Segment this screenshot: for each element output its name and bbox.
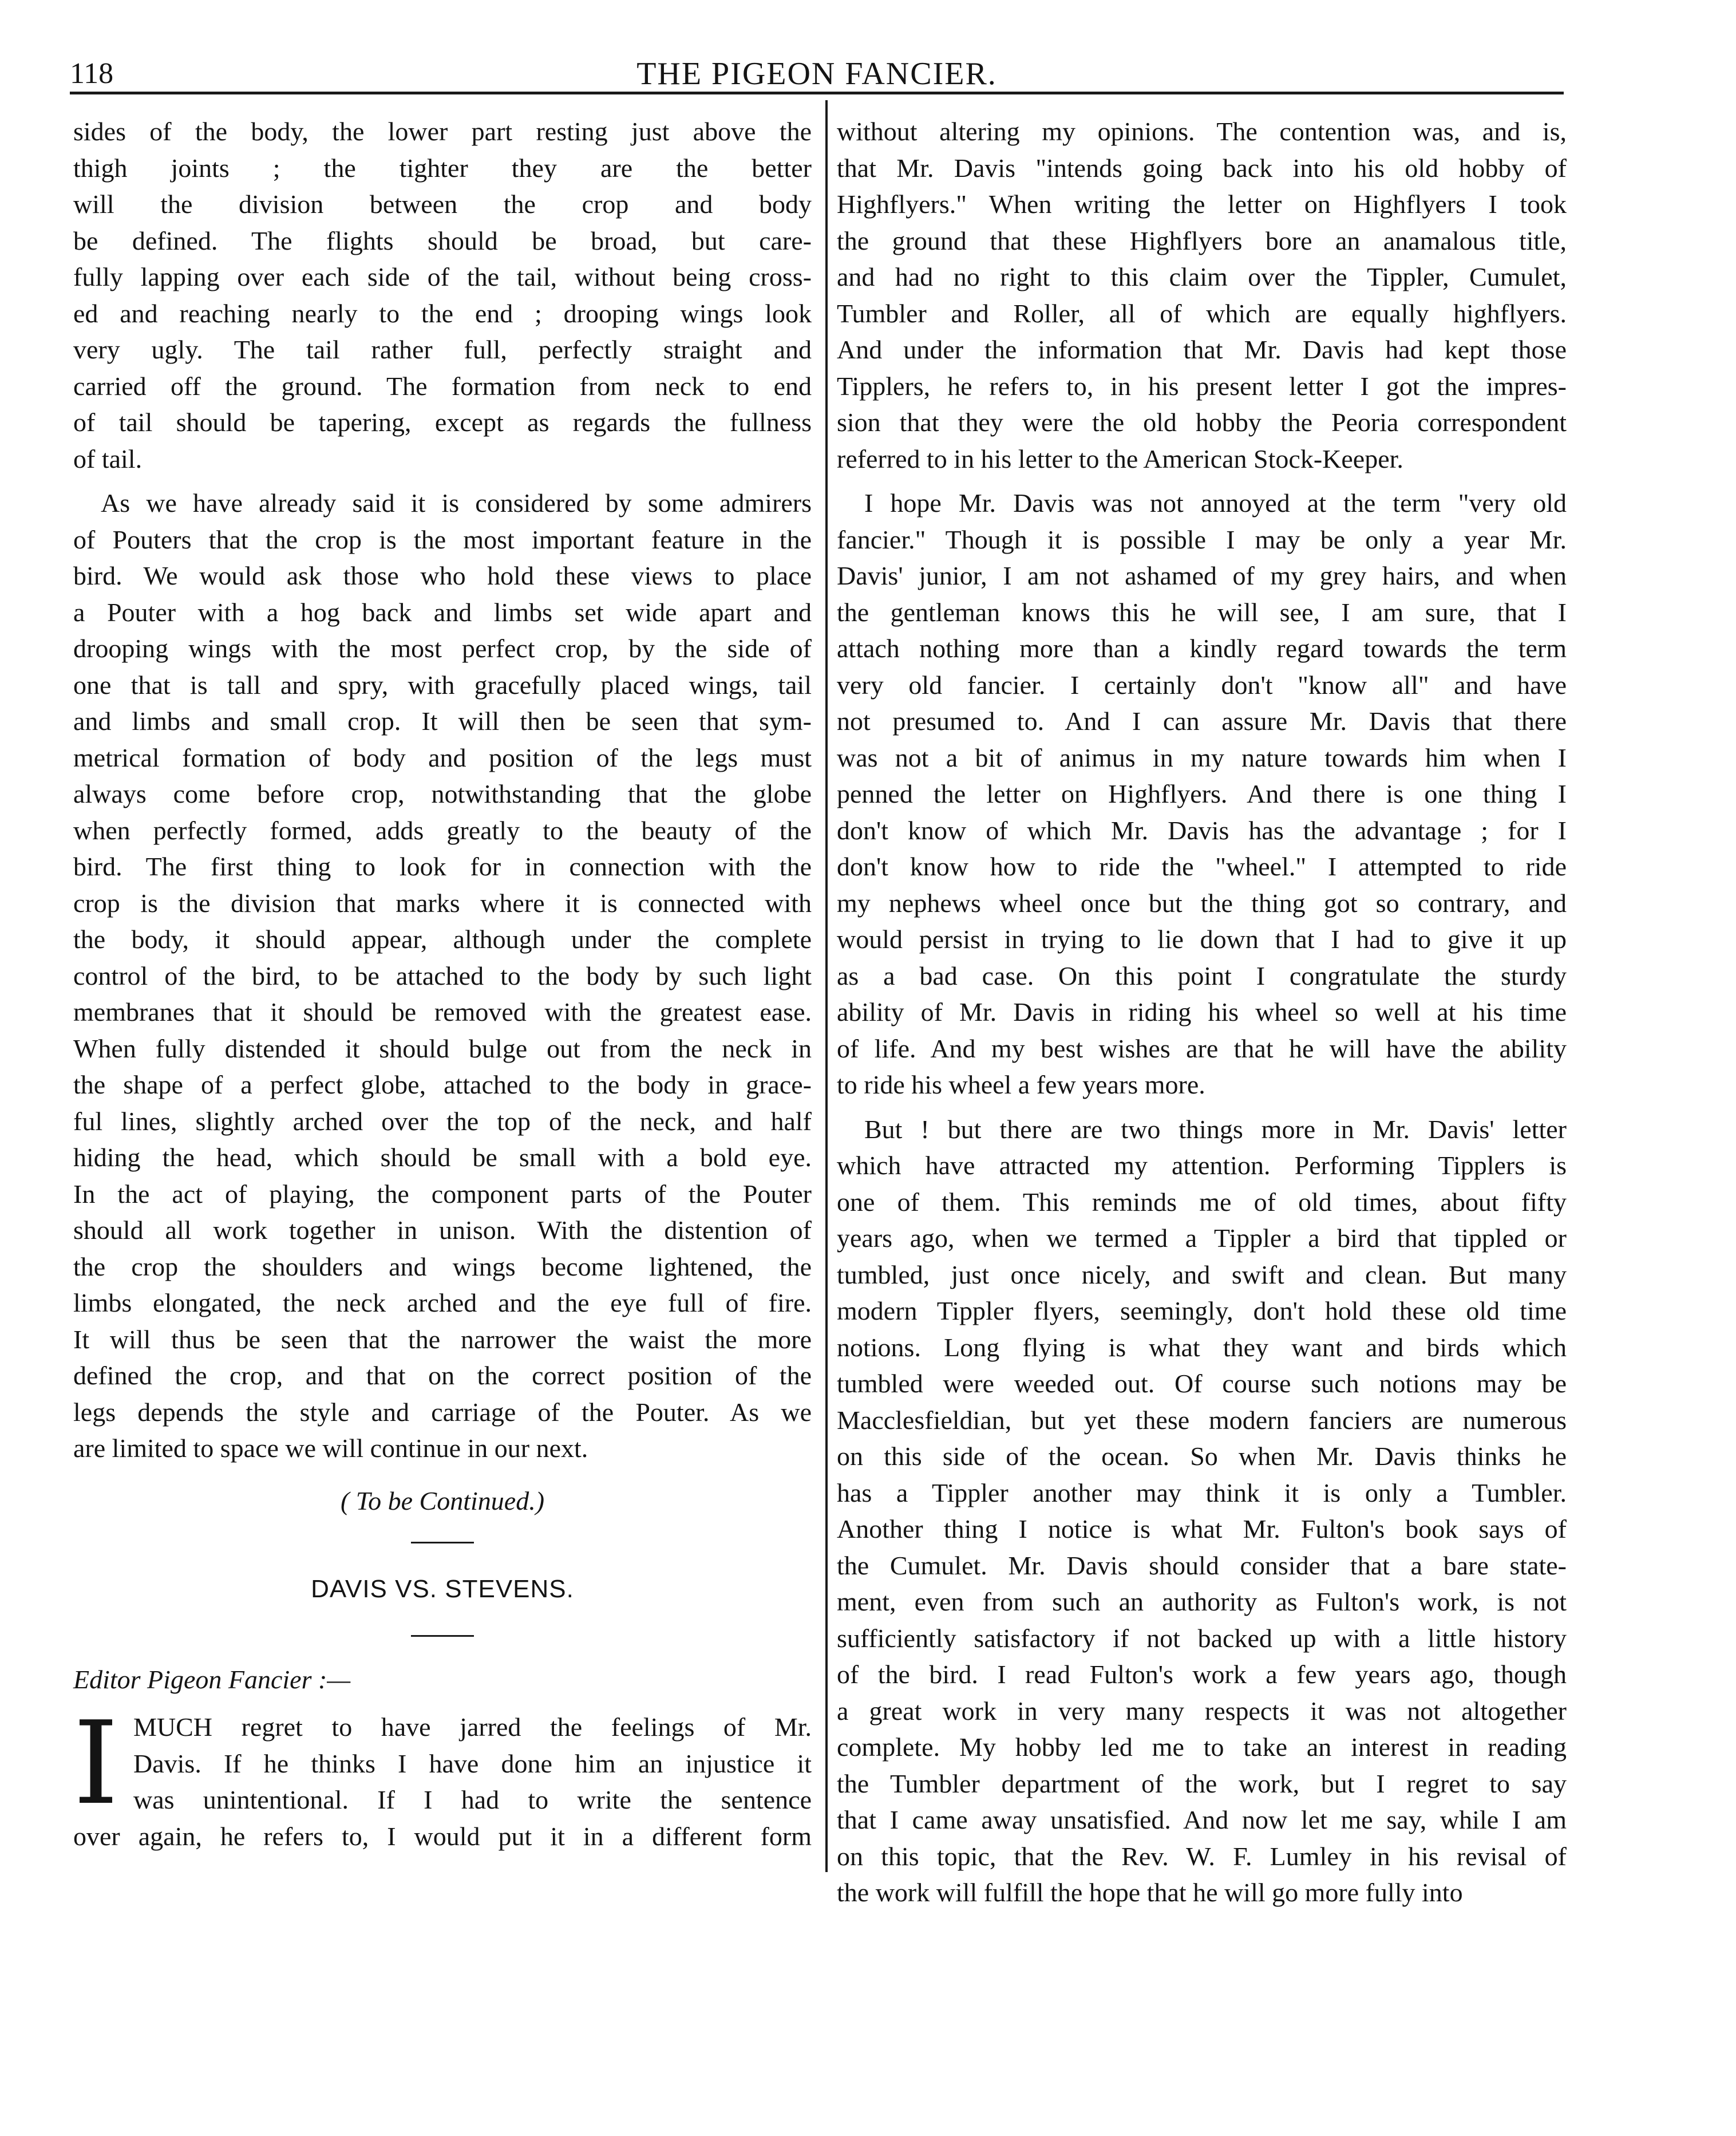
- text-line: over again, he refers to, I would put it in a different form: [73, 1821, 812, 1851]
- text-line: When fully distended it should bulge out from the neck in: [73, 1033, 812, 1063]
- text-line: of Pouters that the crop is the most important feature in the: [73, 524, 812, 554]
- text-line: sion that they were the old hobby the Peoria correspondent: [837, 408, 1567, 437]
- text-line: when perfectly formed, adds greatly to the beauty of the: [73, 815, 812, 845]
- text-line: referred to in his letter to the American Stock-Keeper.: [837, 444, 1403, 473]
- text-line: Another thing I notice is what Mr. Fulton's book says of: [837, 1514, 1567, 1543]
- section-rule-top: [411, 1542, 474, 1543]
- text-line: thigh joints ; the tighter they are the better: [73, 153, 812, 183]
- paragraph: [837, 113, 1567, 477]
- text-line: would persist in trying to lie down that I had to give it up: [837, 925, 1567, 954]
- text-line: which have attracted my attention. Performing Tipplers is: [837, 1151, 1567, 1180]
- letter-opening-lines: [73, 1697, 812, 1830]
- text-line: should all work together in unison. With the distention of: [73, 1215, 812, 1245]
- text-line: In the act of playing, the component parts of the Pouter: [73, 1179, 812, 1209]
- text-line: bird. We would ask those who hold these views to place: [73, 561, 812, 590]
- text-line: has a Tippler another may think it is only a Tumbler.: [837, 1478, 1567, 1507]
- text-line: tumbled, just once nicely, and swift and clean. But many: [837, 1260, 1567, 1289]
- paragraph: [837, 485, 1567, 1103]
- text-line: one of them. This reminds me of old times, about fifty: [837, 1187, 1567, 1217]
- text-line: ability of Mr. Davis in riding his wheel so well at his time: [837, 997, 1567, 1026]
- text-line: of the bird. I read Fulton's work a few years ago, though: [837, 1660, 1567, 1689]
- text-line: membranes that it should be removed with the greatest ease.: [73, 997, 812, 1026]
- text-line: as a bad case. On this point I congratulate the sturdy: [837, 961, 1567, 990]
- text-line: tumbled were weeded out. Of course such notions may be: [837, 1369, 1567, 1398]
- right-column-paragraphs: [837, 113, 1567, 1911]
- text-line: to ride his wheel a few years more.: [837, 1070, 1205, 1099]
- text-line: the crop the shoulders and wings become lightened, the: [73, 1251, 812, 1281]
- text-line: the Cumulet. Mr. Davis should consider that a bare state-: [837, 1550, 1567, 1580]
- text-line: Highflyers." When writing the letter on Highflyers I took: [837, 189, 1567, 219]
- text-line: a great work in very many respects it was not altogether: [837, 1696, 1567, 1726]
- paragraph: [73, 485, 812, 1467]
- letter-salutation: Editor Pigeon Fancier :—: [73, 1665, 351, 1694]
- text-line: very ugly. The tail rather full, perfectly straight and: [73, 335, 812, 364]
- text-line: a Pouter with a hog back and limbs set wide apart and: [73, 597, 812, 627]
- text-line: will the division between the crop and body: [73, 189, 812, 219]
- text-line: that Mr. Davis "intends going back into his old hobby of: [837, 153, 1567, 183]
- text-line: was not a bit of animus in my nature towards him when I: [837, 743, 1567, 772]
- text-line: sides of the body, the lower part resting just above the: [73, 117, 812, 146]
- text-line: ed and reaching nearly to the end ; drooping wings look: [73, 298, 812, 328]
- text-line: on this side of the ocean. So when Mr. Davis thinks he: [837, 1442, 1567, 1471]
- section-heading: DAVIS VS. STEVENS.: [311, 1575, 574, 1603]
- text-line: the work will fulfill the hope that he will go more fully into: [837, 1878, 1463, 1907]
- text-line: was unintentional. If I had to write the sentence: [133, 1785, 812, 1814]
- text-line: ful lines, slightly arched over the top of the neck, and half: [73, 1106, 812, 1136]
- text-line: of tail should be tapering, except as regards the fullness: [73, 408, 812, 437]
- page-number: 118: [70, 57, 114, 90]
- text-line: crop is the division that marks where it is connected with: [73, 888, 812, 918]
- text-line: without altering my opinions. The contention was, and is,: [837, 117, 1567, 146]
- continued-note: ( To be Continued.): [340, 1486, 545, 1515]
- running-title: THE PIGEON FANCIER.: [636, 56, 997, 92]
- text-line: fancier." Though it is possible I may be only a year Mr.: [837, 524, 1567, 554]
- text-line: the body, it should appear, although under the complete: [73, 925, 812, 954]
- right-column: [837, 113, 1567, 1911]
- text-line: metrical formation of body and position of the legs must: [73, 743, 812, 772]
- text-line: the Tumbler department of the work, but I regret to say: [837, 1768, 1567, 1798]
- text-line: my nephews wheel once but the thing got so contrary, and: [837, 888, 1567, 918]
- text-line: I hope Mr. Davis was not annoyed at the term "very old: [864, 488, 1567, 518]
- text-line: years ago, when we termed a Tippler a bird that tippled or: [837, 1223, 1567, 1253]
- text-line: don't know of which Mr. Davis has the advantage ; for I: [837, 815, 1567, 845]
- text-line: very old fancier. I certainly don't "know all" and have: [837, 670, 1567, 700]
- drop-cap: I: [73, 1697, 119, 1830]
- left-column: [73, 113, 812, 1854]
- text-line: and had no right to this claim over the Tippler, Cumulet,: [837, 262, 1567, 291]
- text-line: bird. The first thing to look for in connection with the: [73, 852, 812, 881]
- text-line: MUCH regret to have jarred the feelings of Mr.: [133, 1712, 812, 1742]
- letter-continuation: [73, 1818, 812, 1855]
- column-rule: [825, 100, 828, 1872]
- text-line: And under the information that Mr. Davis had kept those: [837, 335, 1567, 364]
- text-line: drooping wings with the most perfect crop, by the side of: [73, 634, 812, 663]
- text-line: As we have already said it is considered by some admirers: [101, 488, 812, 518]
- text-line: control of the bird, to be attached to the body by such light: [73, 961, 812, 990]
- text-line: ment, even from such an authority as Fulton's work, is not: [837, 1587, 1567, 1616]
- text-line: and limbs and small crop. It will then be seen that sym-: [73, 706, 812, 736]
- text-line: Tipplers, he refers to, in his present letter I got the impres-: [837, 371, 1567, 401]
- text-line: attach nothing more than a kindly regard towards the term: [837, 634, 1567, 663]
- text-line: the ground that these Highflyers bore an anamalous title,: [837, 226, 1567, 255]
- section-rule-bottom: [411, 1635, 474, 1637]
- text-line: carried off the ground. The formation from neck to end: [73, 371, 812, 401]
- page-header: [70, 53, 1564, 95]
- text-line: Macclesfieldian, but yet these modern fanciers are numerous: [837, 1405, 1567, 1435]
- header-rule: [70, 92, 1564, 94]
- text-line: defined the crop, and that on the correct position of the: [73, 1361, 812, 1390]
- text-line: don't know how to ride the "wheel." I attempted to ride: [837, 852, 1567, 881]
- text-line: that I came away unsatisfied. And now let me say, while I am: [837, 1805, 1567, 1834]
- text-line: be defined. The flights should be broad, but care-: [73, 226, 812, 255]
- left-column-paragraphs: [73, 113, 812, 1467]
- text-line: of life. And my best wishes are that he will have the ability: [837, 1033, 1567, 1063]
- text-line: are limited to space we will continue in our next.: [73, 1434, 588, 1463]
- text-line: Davis. If he thinks I have done him an injustice it: [133, 1748, 812, 1778]
- text-line: fully lapping over each side of the tail, without being cross-: [73, 262, 812, 291]
- text-line: penned the letter on Highflyers. And there is one thing I: [837, 779, 1567, 808]
- text-line: complete. My hobby led me to take an interest in reading: [837, 1732, 1567, 1762]
- text-line: of tail.: [73, 444, 143, 473]
- text-line: the gentleman knows this he will see, I am sure, that I: [837, 597, 1567, 627]
- text-line: Tumbler and Roller, all of which are equally highflyers.: [837, 298, 1567, 328]
- text-line: notions. Long flying is what they want and birds which: [837, 1332, 1567, 1362]
- text-line: not presumed to. And I can assure Mr. Davis that there: [837, 706, 1567, 736]
- text-line: limbs elongated, the neck arched and the eye full of fire.: [73, 1288, 812, 1317]
- text-line: But ! but there are two things more in Mr. Davis' letter: [864, 1114, 1567, 1144]
- text-line: one that is tall and spry, with gracefully placed wings, tail: [73, 670, 812, 700]
- text-line: Davis' junior, I am not ashamed of my grey hairs, and when: [837, 561, 1567, 590]
- text-line: hiding the head, which should be small with a bold eye.: [73, 1143, 812, 1172]
- paragraph: [73, 113, 812, 477]
- text-line: legs depends the style and carriage of the Pouter. As we: [73, 1397, 812, 1427]
- text-line: modern Tippler flyers, seemingly, don't hold these old time: [837, 1296, 1567, 1325]
- text-line: on this topic, that the Rev. W. F. Lumley in his revisal of: [837, 1841, 1567, 1871]
- text-line: the shape of a perfect globe, attached to the body in grace-: [73, 1070, 812, 1099]
- text-line: sufficiently satisfactory if not backed up with a little history: [837, 1623, 1567, 1653]
- text-line: It will thus be seen that the narrower the waist the more: [73, 1324, 812, 1354]
- paragraph: [837, 1111, 1567, 1911]
- letter-opening: [73, 1697, 812, 1830]
- text-line: always come before crop, notwithstanding that the globe: [73, 779, 812, 808]
